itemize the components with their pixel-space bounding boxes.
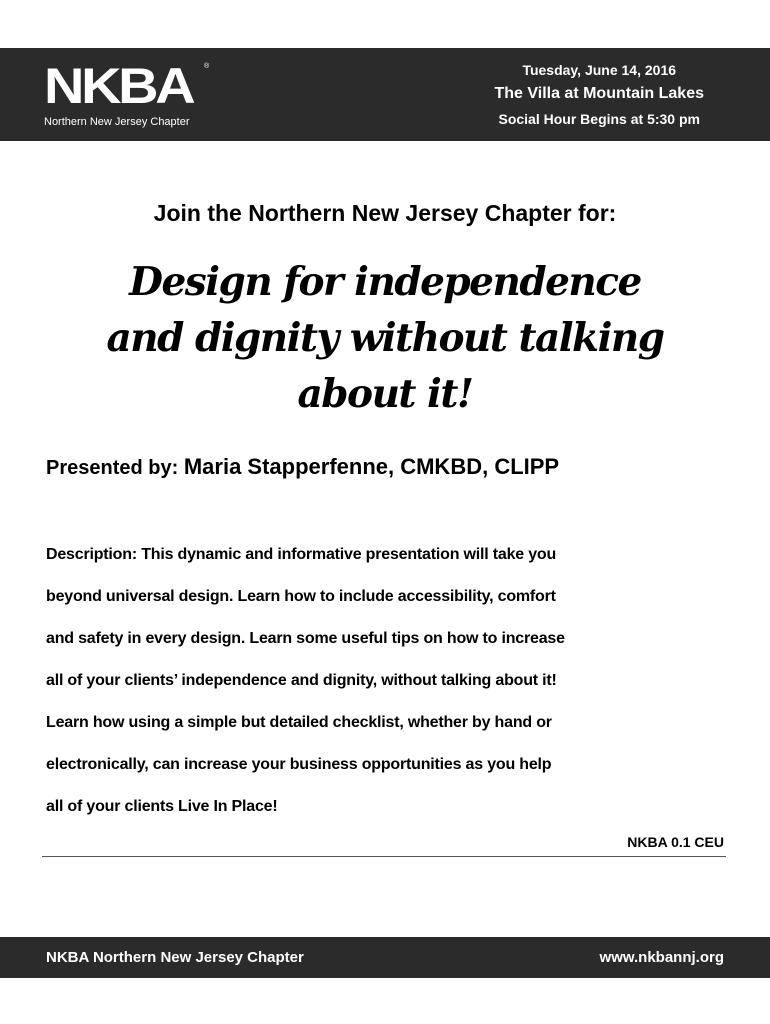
title-line: about it! <box>297 371 473 417</box>
description-line: all of your clients Live In Place! <box>46 798 278 815</box>
footer-chapter-name: NKBA Northern New Jersey Chapter <box>46 949 304 966</box>
intro-heading: Join the Northern New Jersey Chapter for: <box>153 200 617 226</box>
nkba-logo <box>44 58 224 131</box>
registered-mark: ® <box>204 63 210 70</box>
description-line: all of your clients’ independence and dignity, without talking about it! <box>46 672 557 689</box>
presenter-label: Presented by: <box>46 457 184 479</box>
footer-website: www.nkbannj.org <box>599 949 724 966</box>
description <box>46 534 736 828</box>
event-venue: The Villa at Mountain Lakes <box>494 85 704 102</box>
event-info <box>494 60 704 131</box>
ceu-credit: NKBA 0.1 CEU <box>627 834 724 850</box>
description-line: electronically, can increase your business opportunities as you help <box>46 756 552 773</box>
footer-bar <box>0 937 770 978</box>
logo-wordmark: NKBA <box>44 58 193 114</box>
header-bar <box>0 48 770 141</box>
title-line: and dignity without talking <box>106 315 664 361</box>
logo-chapter-subtitle: Northern New Jersey Chapter <box>44 116 190 128</box>
title-line: Design for independence <box>129 259 641 305</box>
description-line: beyond universal design. Learn how to include accessibility, comfort <box>46 588 556 605</box>
description-line: Description: This dynamic and informative presentation will take you <box>46 546 557 563</box>
presenter-name: Maria Stapperfenne, CMKBD, CLIPP <box>183 454 560 479</box>
event-time: Social Hour Begins at 5:30 pm <box>498 111 700 127</box>
description-line: Learn how using a simple but detailed checklist, whether by hand or <box>46 714 552 731</box>
event-date: Tuesday, June 14, 2016 <box>522 62 677 78</box>
presenter <box>46 454 559 480</box>
description-line: and safety in every design. Learn some useful tips on how to increase <box>46 630 565 647</box>
divider <box>42 856 726 857</box>
presentation-title <box>0 254 770 422</box>
